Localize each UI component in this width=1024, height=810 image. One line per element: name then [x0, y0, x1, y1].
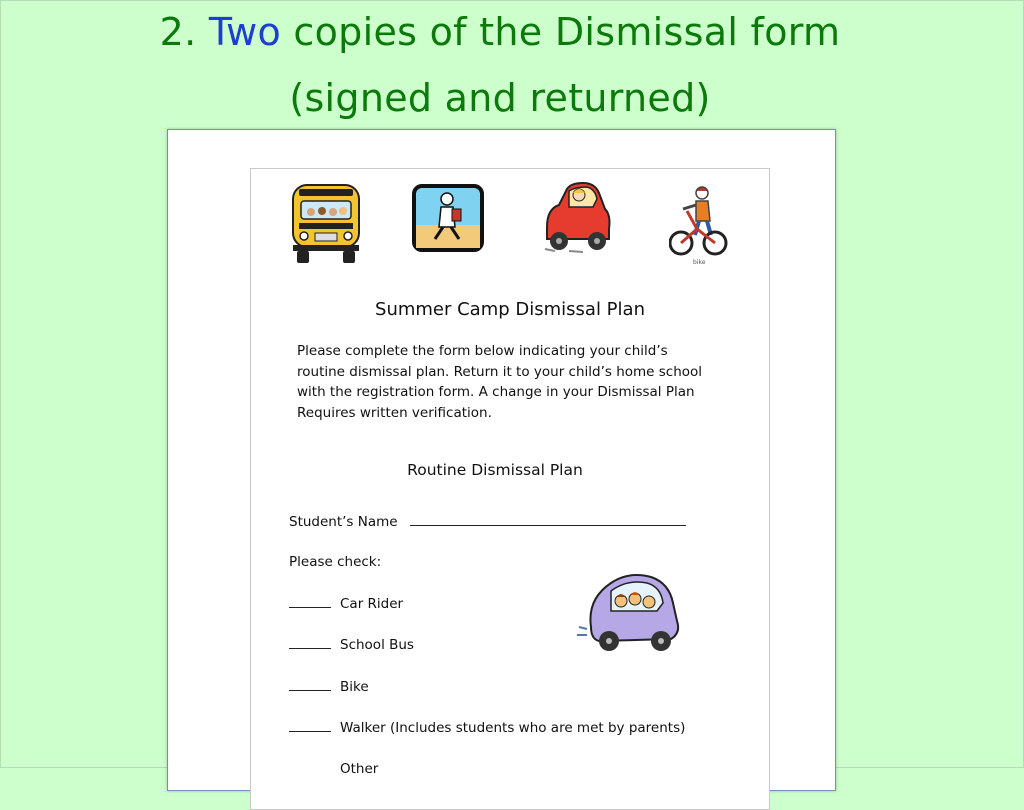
option-bike	[289, 678, 369, 695]
please-check-label: Please check:	[289, 554, 382, 570]
check-blank	[289, 719, 331, 732]
option-label: Walker (Includes students who are met by parents)	[340, 720, 686, 736]
option-other	[289, 760, 378, 777]
slide-subtitle: (signed and returned)	[289, 76, 711, 120]
form-title: Summer Camp Dismissal Plan	[375, 299, 645, 320]
title-rest: copies of the Dismissal form	[293, 10, 841, 54]
title-prefix: 2.	[159, 10, 197, 54]
option-label: Car Rider	[340, 596, 404, 612]
instructions-line: Please complete the form below indicating your child’s	[297, 343, 668, 359]
slide-title	[0, 10, 1000, 54]
check-blank	[289, 636, 331, 649]
instructions-line: with the registration form. A change in your Dismissal Plan	[297, 384, 695, 401]
instructions-line: Requires written verification.	[297, 404, 492, 421]
option-label: Bike	[340, 679, 369, 695]
form-instructions	[297, 341, 737, 423]
check-blank	[289, 678, 331, 691]
student-name-label: Student’s Name	[289, 514, 398, 530]
form-subtitle: Routine Dismissal Plan	[407, 461, 583, 479]
car-driver-icon	[539, 179, 613, 255]
bike-rider-icon	[669, 183, 729, 267]
option-car-rider	[289, 595, 403, 612]
check-blank	[289, 595, 331, 608]
bike-caption: bike	[693, 259, 706, 266]
school-bus-icon	[289, 181, 363, 265]
option-label: Other	[340, 761, 379, 777]
title-accent-word: Two	[208, 10, 282, 54]
walking-student-icon	[411, 183, 485, 255]
student-name-blank	[410, 513, 686, 526]
option-label: School Bus	[340, 637, 414, 653]
student-name-field	[289, 513, 686, 530]
option-walker	[289, 719, 685, 736]
instructions-line: routine dismissal plan. Return it to your child’s home school	[297, 363, 703, 380]
option-school-bus	[289, 636, 414, 653]
document-page	[167, 129, 836, 791]
family-car-icon	[577, 569, 691, 655]
dismissal-form	[250, 168, 770, 810]
